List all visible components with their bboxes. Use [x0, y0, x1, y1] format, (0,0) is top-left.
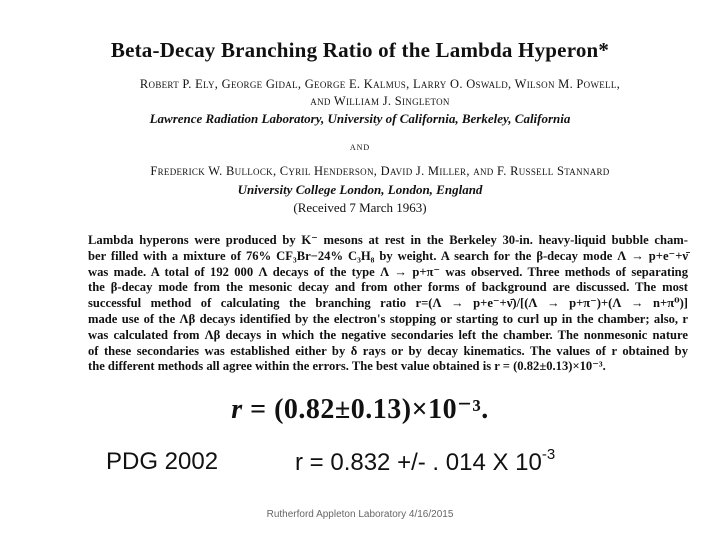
pdg-exponent: -3 [541, 446, 556, 463]
affiliation-berkeley: Lawrence Radiation Laboratory, University of California, Berkeley, California [149, 111, 571, 126]
abstract-line: made use of the Λβ decays identified by the electron's stopping or starting to curl up in the chamber; also, r [88, 311, 688, 326]
paper-title: Beta-Decay Branching Ratio of the Lambda Hyperon* [110, 38, 610, 62]
pdg-value [295, 448, 555, 477]
abstract-line: Lambda hyperons were produced by K⁻ mesons at rest in the Berkeley 30-in. heavy-liquid bubble cham- [88, 233, 688, 247]
formula-variable: r [231, 394, 243, 425]
authors-line-2: and William J. Singleton [310, 94, 450, 108]
result-formula [0, 392, 720, 426]
abstract-line: ber filled with a mixture of 76% CF₃Br−24% C₃H₈ by weight. A search for the β-decay mode Λ → p+e⁻+ν̄ [88, 248, 688, 263]
abstract-line: was calculated from Λβ decays in which the negative secondaries left the chamber. The nonmesonic nature [88, 327, 688, 342]
slide-footer: Rutherford Appleton Laboratory 4/16/2015 [266, 509, 454, 520]
formula-value: = (0.82±0.13)×10⁻³. [242, 394, 489, 425]
abstract-line: was made. A total of 192 000 Λ decays of the type Λ → p+π⁻ was observed. Three methods of separating [88, 264, 688, 279]
authors-line-1: Robert P. Ely, George Gidal, George E. Kalmus, Larry O. Oswald, Wilson M. Powell, [139, 77, 621, 91]
abstract-line: the β-decay mode from the mesonic decay and from other forms of background are discussed. The most [88, 280, 688, 295]
received-date: (Received 7 March 1963) [293, 200, 427, 215]
and-separator: and [349, 139, 371, 153]
author-block-london [80, 163, 680, 180]
affiliation-london: University College London, London, England [237, 182, 483, 197]
abstract-line: of these secondaries was established either by δ rays or by decay kinematics. The values of r obtained by [88, 343, 688, 358]
abstract-line: the different methods all agree within the errors. The best value obtained is r = (0.82±0.13)×10⁻³. [88, 359, 606, 374]
abstract [88, 233, 688, 375]
pdg-label: PDG 2002 [106, 448, 219, 475]
authors-line-3: Frederick W. Bullock, Cyril Henderson, David J. Miller, and F. Russell Stannard [150, 164, 610, 178]
abstract-line: successful method of calculating the branching ratio r=(Λ → p+e⁻+ν̄)/[(Λ → p+π⁻)+(Λ → n+π⁰)] [88, 296, 688, 311]
pdg-value-text: r = 0.832 +/- . 014 X 10 [295, 449, 542, 476]
author-block-berkeley [80, 76, 680, 110]
